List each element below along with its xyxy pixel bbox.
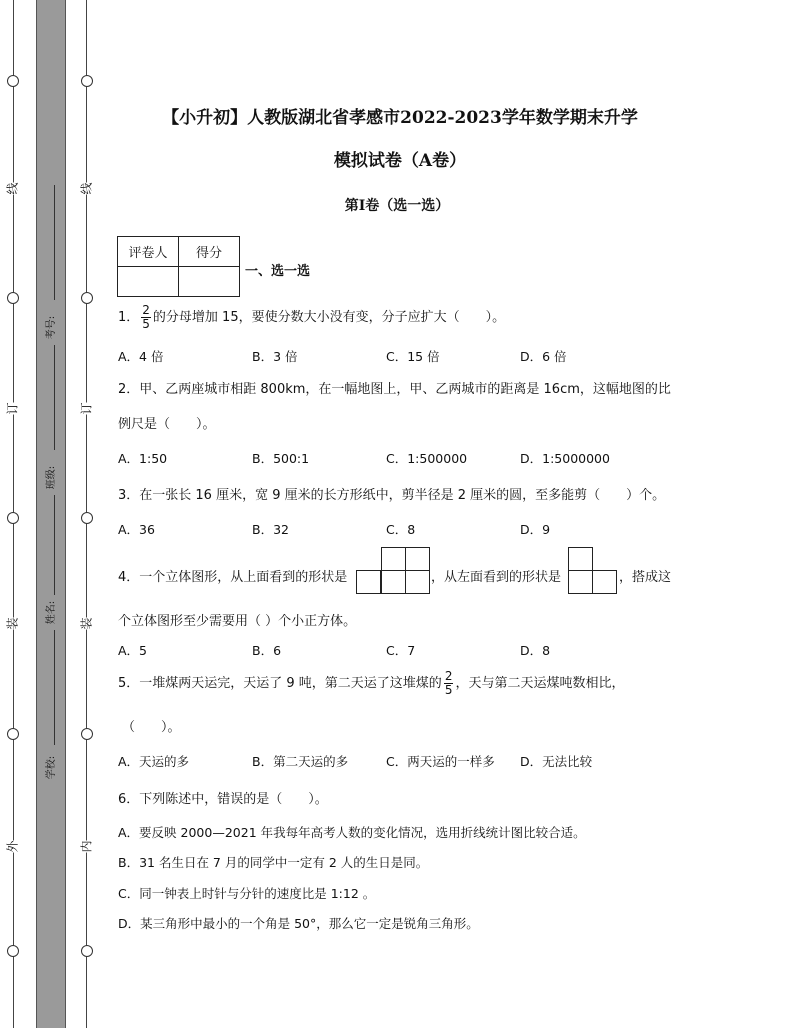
question-text: 5．一堆煤两天运完，天运了 9 吨，第二天运了这堆煤的 — [118, 676, 442, 691]
option-b[interactable]: B．第二天运的多 — [252, 754, 349, 769]
binding-hole — [7, 728, 19, 740]
option-a[interactable]: A．要反映 2000—2021 年我每年高考人数的变化情况，选用折线统计图比较合适。 — [118, 825, 586, 840]
part-title: 一、选一选 — [245, 264, 311, 279]
margin-char: 订 — [79, 402, 94, 415]
option-b[interactable]: B．3 倍 — [252, 349, 298, 364]
option-b[interactable]: B．31 名生日在 7 月的同学中一定有 2 人的生日是同。 — [118, 855, 429, 870]
option-a[interactable]: A．4 倍 — [118, 349, 164, 364]
binding-hole — [7, 292, 19, 304]
option-c[interactable]: C．1:500000 — [386, 451, 468, 466]
question-4-part3: ，搭成这 — [619, 570, 672, 585]
fraction: $\frac{2}{5}$ — [444, 669, 453, 697]
grid-cell — [568, 570, 593, 594]
score-header-score: 得分 — [179, 237, 240, 267]
binding-hole — [81, 75, 93, 87]
grid-cell — [405, 570, 430, 594]
question-3: 3．在一张长 16 厘米，宽 9 厘米的长方形纸中，剪半径是 2 厘米的圆，至多能剪（ ）个。 — [118, 488, 666, 503]
grid-cell — [381, 547, 406, 571]
option-d[interactable]: D．某三角形中最小的一个角是 50°，那么它一定是锐角三角形。 — [118, 916, 479, 931]
exam-title-line2: 模拟试卷（A卷） — [333, 151, 467, 171]
left-view-figure — [568, 547, 618, 595]
binding-hole — [81, 945, 93, 957]
option-c[interactable]: C．8 — [386, 522, 416, 537]
field-label-class: 班级: — [46, 465, 58, 490]
option-a[interactable]: A．1:50 — [118, 451, 168, 466]
binding-hole — [7, 75, 19, 87]
option-d[interactable]: D．9 — [520, 522, 551, 537]
fraction: $\frac{2}{5}$ — [142, 303, 150, 331]
margin-char: 内 — [79, 840, 94, 853]
score-cell-grader[interactable] — [118, 267, 179, 297]
question-number: 1． — [118, 310, 140, 325]
question-1 — [118, 304, 505, 331]
margin-char: 订 — [5, 402, 20, 415]
question-5 — [118, 670, 624, 697]
field-label-school: 学校: — [46, 755, 58, 780]
score-header-grader: 评卷人 — [118, 237, 179, 267]
top-view-figure — [356, 547, 431, 595]
option-b[interactable]: B．6 — [252, 643, 282, 658]
exam-title: 【小升初】人教版湖北省孝感市2022-2023学年数学期末升学 — [162, 108, 638, 128]
question-6: 6．下列陈述中，错误的是（ ）。 — [118, 792, 328, 807]
field-underline — [54, 495, 55, 595]
option-b[interactable]: B．500:1 — [252, 451, 310, 466]
binding-hole — [7, 945, 19, 957]
section-title: 第Ⅰ卷（选一选） — [344, 198, 450, 214]
grid-cell — [405, 547, 430, 571]
binding-hole — [81, 292, 93, 304]
question-5-line2: （ ）。 — [122, 720, 181, 735]
margin-char: 装 — [5, 617, 20, 630]
question-2-line2: 例尺是（ ）。 — [118, 417, 216, 432]
field-underline — [54, 630, 55, 745]
binding-hole — [7, 512, 19, 524]
grid-cell — [592, 570, 617, 594]
margin-char: 装 — [79, 617, 94, 630]
question-text: ，天与第二天运煤吨数相比， — [455, 676, 625, 691]
option-d[interactable]: D．1:5000000 — [520, 451, 610, 466]
margin-char: 线 — [5, 182, 20, 195]
option-c[interactable]: C．15 倍 — [386, 349, 440, 364]
question-4-line2: 个立体图形至少需要用（ ）个小正方体。 — [118, 614, 357, 629]
option-a[interactable]: A．天运的多 — [118, 754, 190, 769]
field-underline — [54, 345, 55, 450]
option-c[interactable]: C．两天运的一样多 — [386, 754, 495, 769]
binding-hole — [81, 728, 93, 740]
field-label-name: 姓名: — [46, 600, 58, 625]
binding-strip — [36, 0, 66, 1028]
grid-cell — [568, 547, 593, 571]
question-4-part2: ，从左面看到的形状是 — [431, 570, 562, 585]
question-2: 2．甲、乙两座城市相距 800km，在一幅地图上，甲、乙两城市的距离是 16cm，这幅地图的比 — [118, 382, 671, 397]
grid-cell — [356, 570, 381, 594]
option-c[interactable]: C．7 — [386, 643, 416, 658]
question-text: 的分母增加 15，要使分数大小没有变，分子应扩大（ ）。 — [152, 310, 506, 325]
score-table — [117, 236, 240, 297]
option-a[interactable]: A．36 — [118, 522, 155, 537]
option-d[interactable]: D．6 倍 — [520, 349, 567, 364]
question-4-part1: 4．一个立体图形，从上面看到的形状是 — [118, 570, 348, 585]
field-label-exam-number: 考号: — [46, 315, 58, 340]
margin-char: 外 — [5, 840, 20, 853]
option-c[interactable]: C．同一钟表上时针与分针的速度比是 1:12 。 — [118, 886, 376, 901]
option-d[interactable]: D．无法比较 — [520, 754, 593, 769]
score-cell-score[interactable] — [179, 267, 240, 297]
option-b[interactable]: B．32 — [252, 522, 289, 537]
grid-cell — [381, 570, 406, 594]
margin-char: 线 — [79, 182, 94, 195]
option-a[interactable]: A．5 — [118, 643, 148, 658]
option-d[interactable]: D．8 — [520, 643, 551, 658]
binding-hole — [81, 512, 93, 524]
